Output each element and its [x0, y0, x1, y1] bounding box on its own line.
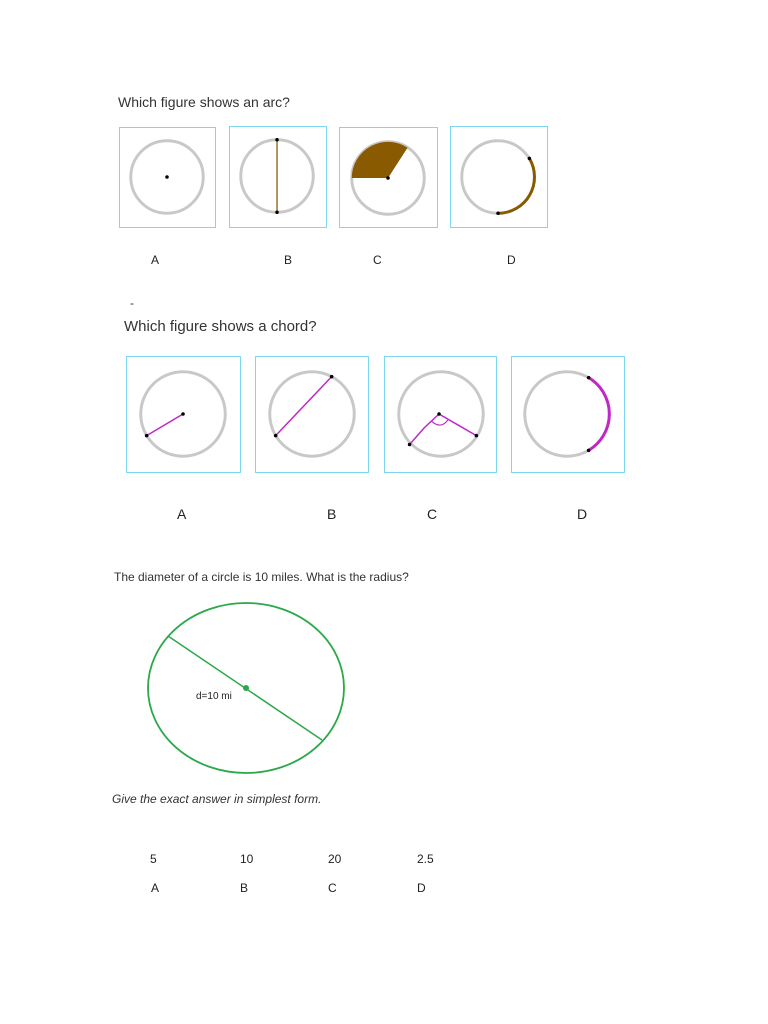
q2-option-b-figure[interactable] — [255, 356, 369, 473]
diameter-label: d=10 mi — [196, 691, 232, 702]
choice-d-value: 2.5 — [417, 852, 434, 866]
question-3-prompt: The diameter of a circle is 10 miles. What is the radius? — [114, 570, 409, 584]
circle-with-center-icon — [120, 128, 215, 227]
question-2-prompt: Which figure shows a chord? — [124, 318, 317, 335]
q1-label-c: C — [373, 253, 382, 267]
circle-with-central-angle-icon — [385, 357, 496, 472]
circle-diameter-icon — [140, 598, 352, 780]
choice-d-label[interactable]: D — [417, 881, 426, 895]
circle-with-diameter-icon — [230, 127, 326, 227]
q2-option-a-figure[interactable] — [126, 356, 241, 473]
q1-option-b-figure[interactable] — [229, 126, 327, 228]
choice-a-label[interactable]: A — [151, 881, 160, 895]
choice-c-label[interactable]: C — [328, 881, 337, 895]
circle-with-chord-icon — [256, 357, 368, 472]
q1-label-d: D — [507, 253, 516, 267]
question-1-prompt: Which figure shows an arc? — [118, 94, 290, 110]
answer-instructions: Give the exact answer in simplest form. — [112, 792, 322, 806]
circle-with-magenta-arc-icon — [512, 357, 624, 472]
q1-label-b: B — [284, 253, 293, 267]
circle-with-sector-icon — [340, 128, 437, 227]
q2-label-b: B — [327, 506, 337, 522]
circle-with-radius-icon — [127, 357, 240, 472]
q1-option-c-figure[interactable] — [339, 127, 438, 228]
q1-option-d-figure[interactable] — [450, 126, 548, 228]
q1-label-a: A — [151, 253, 160, 267]
q2-label-d: D — [577, 506, 588, 522]
choice-b-value: 10 — [240, 852, 254, 866]
diameter-diagram — [140, 598, 352, 780]
q1-option-a-figure[interactable] — [119, 127, 216, 228]
q2-option-d-figure[interactable] — [511, 356, 625, 473]
choice-a-value: 5 — [150, 852, 157, 866]
choice-c-value: 20 — [328, 852, 342, 866]
q2-label-c: C — [427, 506, 438, 522]
q2-option-c-figure[interactable] — [384, 356, 497, 473]
choice-b-label[interactable]: B — [240, 881, 249, 895]
circle-with-arc-icon — [451, 127, 547, 227]
separator-dash: - — [130, 296, 134, 310]
q2-label-a: A — [177, 506, 187, 522]
